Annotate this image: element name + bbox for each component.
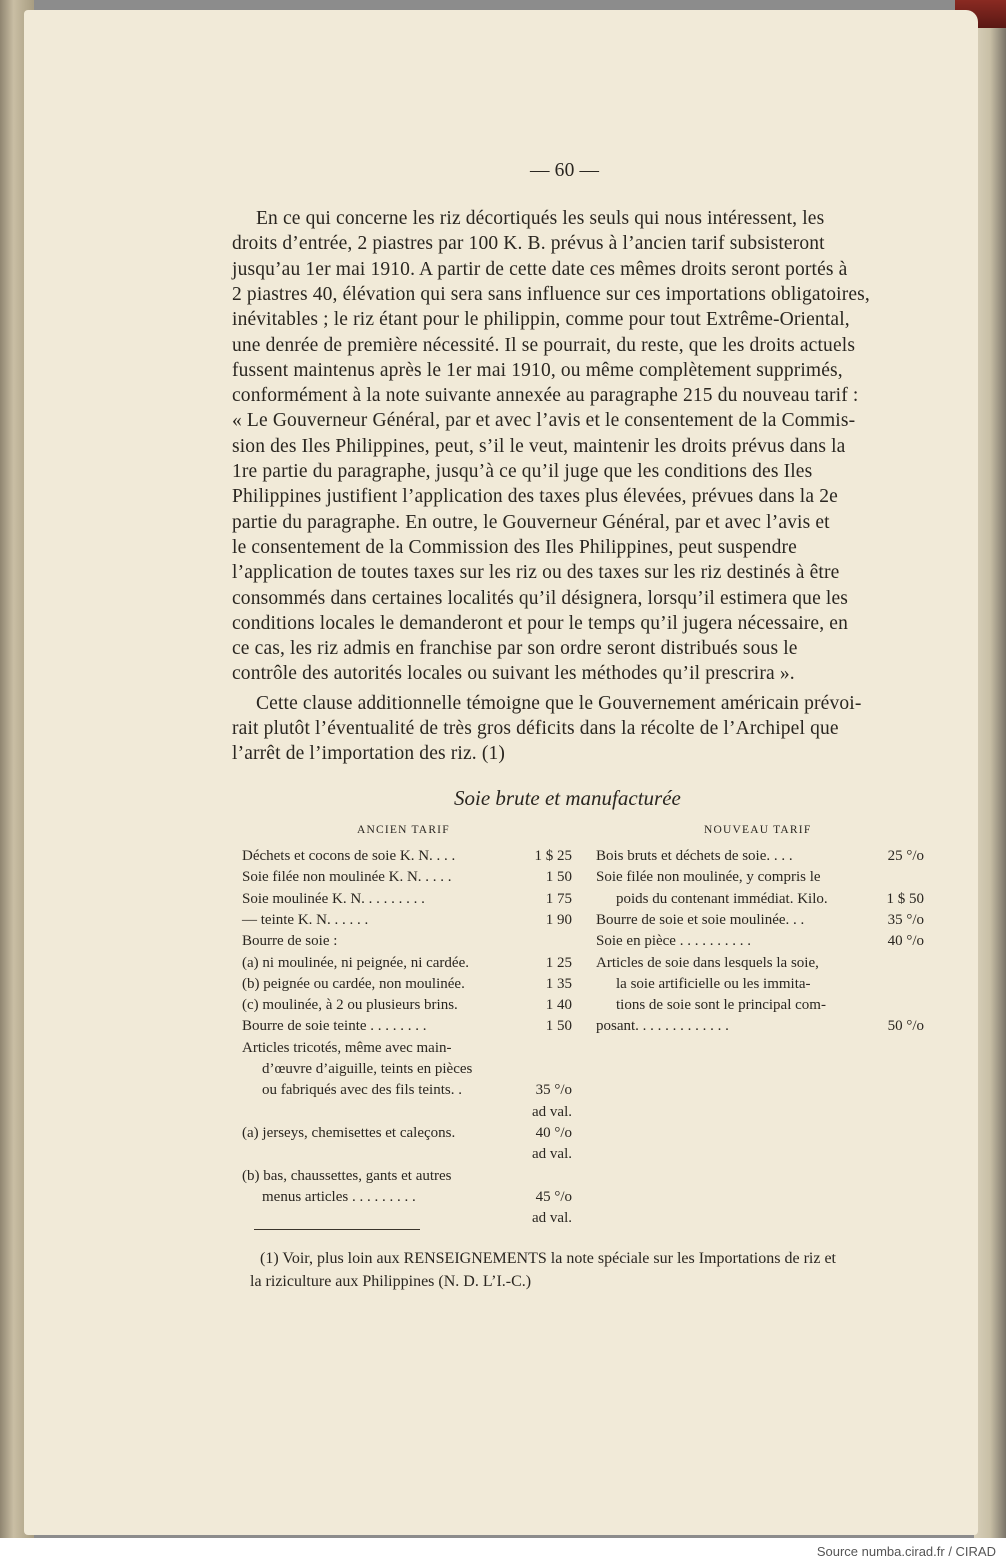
body-line: le consentement de la Commission des Iles Philippines, peut suspendre (232, 536, 797, 558)
tariff-row-label: poids du contenant immédiat. Kilo. (616, 890, 828, 907)
tariff-row-label: ou fabriqués avec des fils teints. . (262, 1082, 462, 1099)
body-line: une denrée de première nécessité. Il se pourrait, du reste, que les droits actuels (232, 334, 856, 356)
body-line: 2 piastres 40, élévation qui sera sans influence sur ces importations obligatoires, (232, 283, 870, 305)
tariff-row-label: Soie filée non moulinée, y compris le (596, 869, 821, 886)
tariff-row-value: ad val. (532, 1103, 572, 1120)
book-edge-right (974, 0, 1006, 1538)
body-line: Cette clause additionnelle témoigne que le Gouvernement américain prévoi- (256, 692, 862, 714)
body-line: contrôle des autorités locales ou suivant les méthodes qu’il prescrira ». (232, 663, 795, 685)
footnote-rule (254, 1229, 420, 1230)
body-line: ce cas, les riz admis en franchise par son ordre seront distribués sous le (232, 638, 798, 660)
nouveau-tarif-header: NOUVEAU TARIF (704, 824, 812, 836)
tariff-row-label: (c) moulinée, à 2 ou plusieurs brins. (242, 997, 458, 1014)
tariff-row-value: 1 50 (545, 869, 572, 886)
tariff-row-label: Bourre de soie teinte . . . . . . . . (242, 1018, 427, 1035)
page-content (24, 10, 978, 1535)
tariff-row-label: Articles tricotés, même avec main- (242, 1039, 452, 1056)
tariff-row-label: — teinte K. N. . . . . . (242, 911, 369, 928)
tariff-row-value: 1 25 (545, 954, 572, 971)
tariff-row-value: 1 35 (545, 975, 572, 992)
body-line: Philippines justifient l’application des taxes plus élevées, prévues dans la 2e (232, 486, 838, 508)
tariff-row-label: Soie filée non moulinée K. N. . . . . (242, 869, 452, 886)
ancien-tarif-header: ANCIEN TARIF (357, 824, 450, 836)
tariff-row-label: Bourre de soie et soie moulinée. . . (596, 911, 805, 928)
body-line: rait plutôt l’éventualité de très gros déficits dans la récolte de l’Archipel que (232, 718, 839, 739)
tariff-row-label: menus articles . . . . . . . . . (262, 1188, 416, 1205)
body-line: l’application de toutes taxes sur les riz ou des taxes sur les riz destinés à être (232, 562, 840, 584)
body-line: conformément à la note suivante annexée au paragraphe 215 du nouveau tarif : (232, 385, 859, 407)
tariff-row-value: 1 40 (545, 997, 572, 1014)
tariff-row-value: ad val. (532, 1210, 572, 1227)
body-line: fussent maintenus après le 1er mai 1910, ou même complètement supprimés, (232, 359, 843, 381)
body-line: 1re partie du paragraphe, jusqu’à ce qu’il juge que les conditions des Iles (232, 461, 813, 482)
tariff-row-label: posant. . . . . . . . . . . . . (596, 1018, 729, 1035)
body-line: partie du paragraphe. En outre, le Gouverneur Général, par et avec l’avis et (232, 511, 830, 533)
tariff-row-value: 40 °/o (887, 933, 924, 950)
body-line: consommés dans certaines localités qu’il désignera, lorsqu’il estimera que les (232, 587, 849, 609)
tariff-row-label: la soie artificielle ou les immita- (616, 975, 811, 992)
body-line: l’arrêt de l’importation des riz. (1) (232, 743, 506, 765)
tariff-row-label: (a) jerseys, chemisettes et caleçons. (242, 1124, 456, 1141)
tariff-row-label: tions de soie sont le principal com- (616, 997, 826, 1014)
footnote-line: (1) Voir, plus loin aux RENSEIGNEMENTS la note spéciale sur les Importations de riz et (260, 1250, 836, 1267)
body-line: En ce qui concerne les riz décortiqués les seuls qui nous intéressent, les (256, 208, 825, 229)
tariff-row-value: 1 90 (545, 911, 572, 928)
tariff-row-label: Bourre de soie : (242, 933, 338, 950)
section-title: Soie brute et manufacturée (454, 786, 681, 810)
body-line: « Le Gouverneur Général, par et avec l’avis et le consentement de la Commis- (232, 410, 856, 432)
source-label: Source numba.cirad.fr / CIRAD (816, 1544, 996, 1559)
body-line: inévitables ; le riz étant pour le philippin, comme pour tout Extrême-Oriental, (232, 309, 850, 331)
tariff-row-label: (b) bas, chaussettes, gants et autres (242, 1167, 452, 1184)
tariff-row-label: Soie en pièce . . . . . . . . . . (596, 933, 751, 950)
body-line: droits d’entrée, 2 piastres par 100 K. B. prévus à l’ancien tarif subsisteront (232, 233, 825, 255)
tariff-row-value: 35 °/o (887, 911, 924, 928)
body-line: jusqu’au 1er mai 1910. A partir de cette date ces mêmes droits seront portés à (232, 258, 848, 280)
tariff-row-label: (b) peignée ou cardée, non moulinée. (242, 975, 465, 992)
tariff-row-label: Soie moulinée K. N. . . . . . . . . (242, 890, 425, 907)
tariff-row-label: Articles de soie dans lesquels la soie, (596, 954, 819, 971)
page-number: — 60 — (530, 160, 600, 181)
tariff-row-value: 25 °/o (887, 848, 924, 864)
body-line: conditions locales le demanderont et pour le temps qu’il jugera nécessaire, en (232, 612, 848, 634)
document-page (24, 10, 978, 1535)
tariff-row-value: 40 °/o (535, 1124, 572, 1141)
tariff-row-label: Déchets et cocons de soie K. N. . . . (242, 848, 456, 864)
tariff-row-value: 35 °/o (535, 1082, 572, 1099)
tariff-row-label: (a) ni moulinée, ni peignée, ni cardée. (242, 954, 469, 971)
footnote-line: la riziculture aux Philippines (N. D. L’I.-C.) (250, 1273, 532, 1290)
tariff-row-value: 1 75 (545, 890, 572, 907)
tariff-row-value: 1 $ 25 (534, 848, 572, 864)
tariff-row-value: 1 $ 50 (886, 890, 924, 907)
tariff-row-value: 45 °/o (535, 1188, 572, 1205)
tariff-row-value: ad val. (532, 1146, 572, 1163)
body-line: sion des Iles Philippines, peut, s’il le veut, maintenir les droits prévus dans la (232, 435, 846, 457)
tariff-row-label: Bois bruts et déchets de soie. . . . (596, 848, 793, 864)
tariff-row-value: 1 50 (545, 1018, 572, 1035)
tariff-row-value: 50 °/o (887, 1018, 924, 1035)
tariff-row-label: d’œuvre d’aiguille, teints en pièces (262, 1061, 473, 1077)
